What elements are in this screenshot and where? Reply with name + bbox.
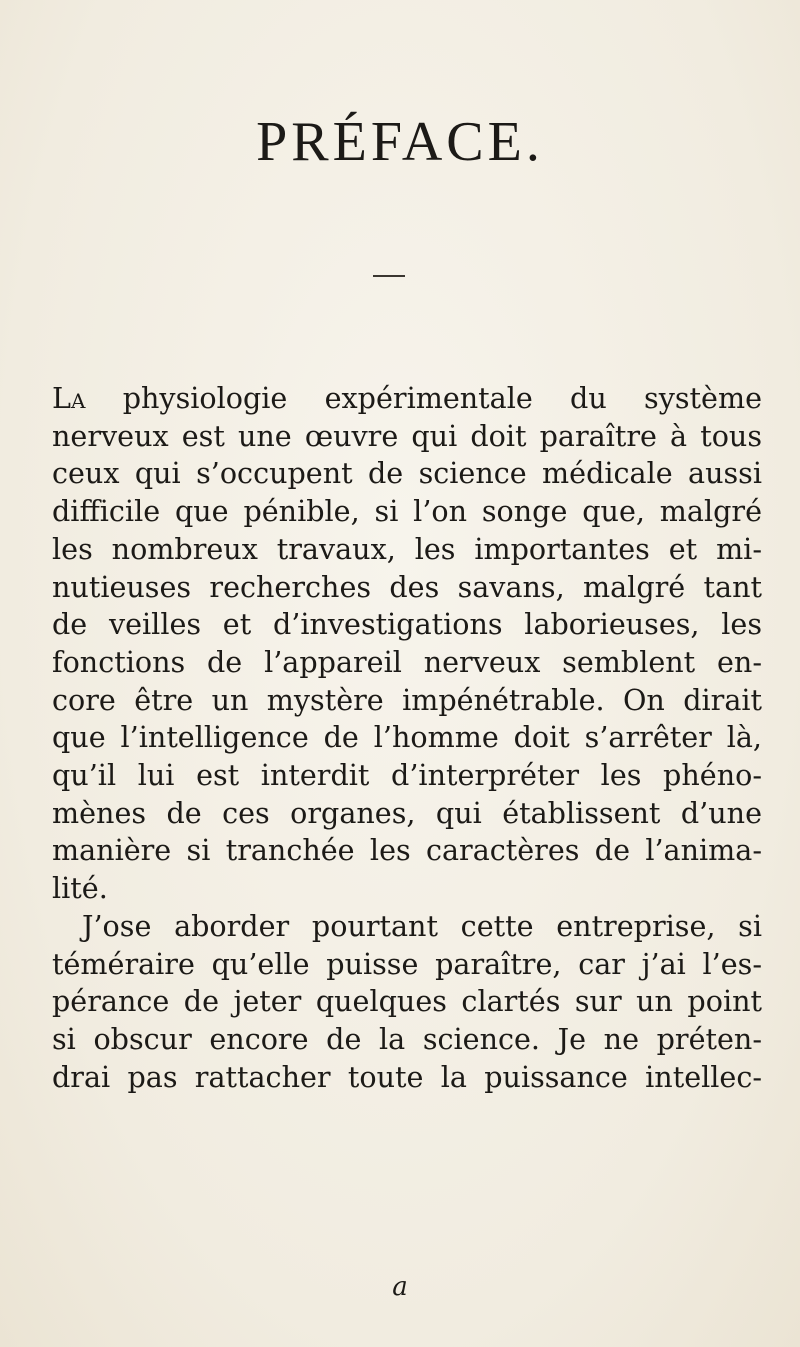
lead-word: La [52, 381, 86, 415]
text-line: difficile que pénible, si l’on songe que, malgré [52, 494, 762, 529]
text-line: mènes de ces organes, qui établissent d’une [52, 795, 762, 830]
text-line: J’ose aborder pourtant cette entreprise, si [82, 908, 762, 943]
text-line: lité. [52, 871, 108, 906]
text-line: de veilles et d’investigations laborieuses, les [52, 607, 762, 642]
text-line: nutieuses recherches des savans, malgré tant [52, 569, 762, 604]
text-line: les nombreux travaux, les importantes et mi- [52, 531, 762, 566]
text-line: que l’intelligence de l’homme doit s’arrêter là, [52, 720, 762, 755]
text-line: ceux qui s’occupent de science médicale aussi [52, 456, 762, 491]
text-line: core être un mystère impénétrable. On dirait [52, 682, 762, 717]
text-line: nerveux est une œuvre qui doit paraître à tous [52, 418, 762, 453]
first-line-rest: physiologie expérimentale du système [85, 381, 762, 415]
signature-mark: a [392, 1272, 408, 1302]
body-text [52, 380, 762, 1096]
text-line [52, 380, 762, 418]
text-line: téméraire qu’elle puisse paraître, car j’ai l’es- [52, 946, 762, 981]
text-line: fonctions de l’appareil nerveux semblent en- [52, 644, 762, 679]
text-line: drai pas rattacher toute la puissance intellec- [52, 1059, 762, 1094]
text-line: si obscur encore de la science. Je ne préten- [52, 1021, 762, 1056]
text-line: manière si tranchée les caractères de l’anima- [52, 833, 762, 868]
text-line: pérance de jeter quelques clartés sur un point [52, 984, 762, 1019]
page-title: PRÉFACE. [256, 110, 544, 173]
title-divider [373, 275, 405, 277]
text-line: qu’il lui est interdit d’interpréter les phéno- [52, 758, 762, 793]
